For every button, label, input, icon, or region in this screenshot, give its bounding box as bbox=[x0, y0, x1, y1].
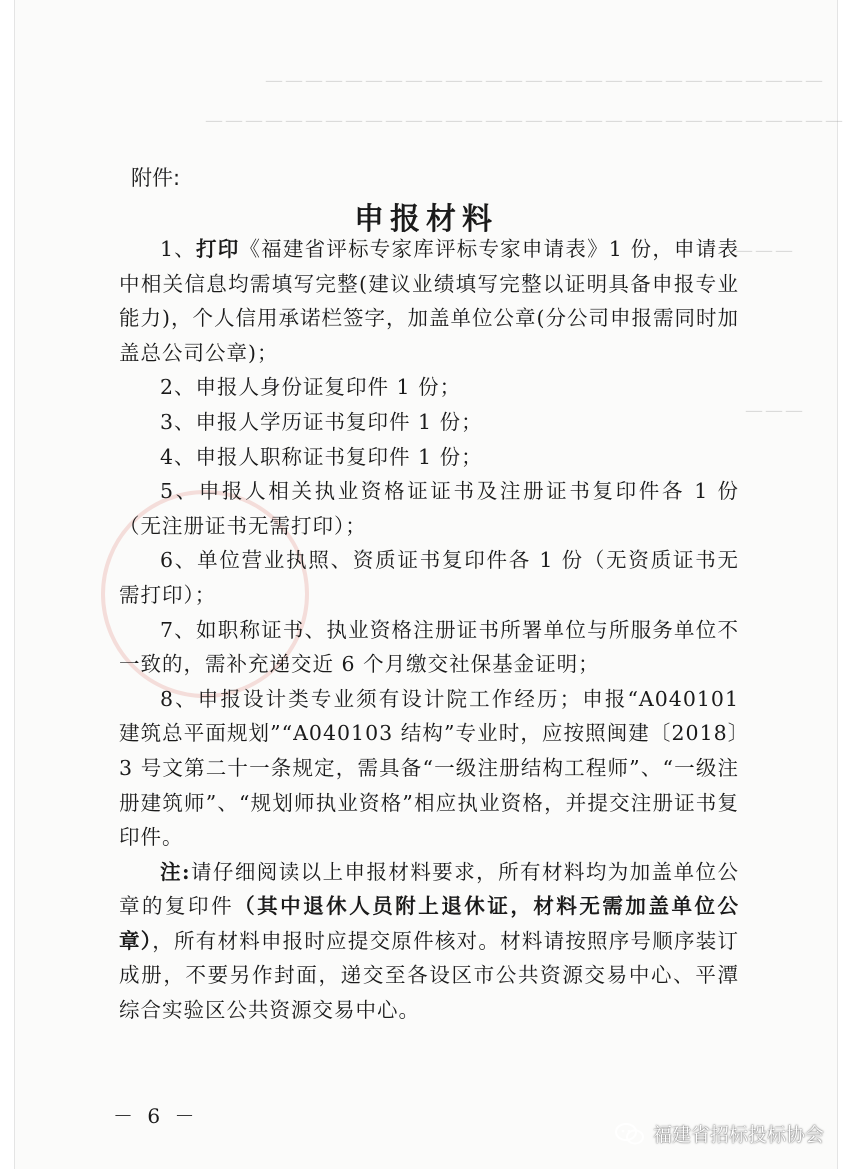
document-page bbox=[14, 0, 845, 1169]
attachment-label: 附件: bbox=[131, 166, 181, 190]
page-number: － 6 － bbox=[113, 1104, 199, 1128]
list-item: 2、申报人身份证复印件 1 份； bbox=[160, 375, 462, 400]
list-item: 8、申报设计类专业须有设计院工作经历；申报“A040101 建筑总平面规划”“A040103 结构”专业时，应按照闽建〔2018〕3 号文第二十一条规定，需具备“一级注册结构工程师”、“一级注册建筑师”、“规划师执业资格”相应执业资格，并提交注册证书复印件。 bbox=[119, 686, 739, 850]
list-item: 3、申报人学历证书复印件 1 份； bbox=[160, 409, 483, 434]
watermark-text: 福建省招标投标协会 bbox=[652, 1124, 824, 1146]
bleed-through-line: ——— bbox=[745, 400, 805, 421]
note-paragraph: 注:请仔细阅读以上申报材料要求，所有材料均为加盖单位公章的复印件（其中退休人员附上退休证，材料无需加盖单位公章），所有材料申报时应提交原件核对。材料请按照序号顺序装订成册，不要另作封面，递交至各设区市公共资源交易中心、平潭综合实验区公共资源交易中心。 bbox=[119, 859, 740, 1023]
list-item: 5、申报人相关执业资格证证书及注册证书复印件各 1 份（无注册证书无需打印）； bbox=[119, 479, 739, 538]
wechat-icon bbox=[615, 1122, 645, 1146]
list-item: 1、打印《福建省评标专家库评标专家申请表》1 份，申请表中相关信息均需填写完整(建议业绩填写完整以证明具备申报专业能力)，个人信用承诺栏签字，加盖单位公章(分公司申报需同时加盖总公司公章)； bbox=[119, 237, 739, 365]
page-title: 申报材料 bbox=[354, 202, 498, 237]
document-body bbox=[119, 232, 739, 1028]
list-item: 6、单位营业执照、资质证书复印件各 1 份（无资质证书无需打印）； bbox=[119, 548, 739, 607]
list-item: 4、申报人职称证书复印件 1 份； bbox=[160, 444, 483, 469]
bleed-through-line: ———————————————————————————————— bbox=[205, 110, 845, 131]
source-watermark bbox=[615, 1120, 824, 1147]
bleed-through-line: ———————————————————————————— bbox=[265, 70, 825, 91]
list-item: 7、如职称证书、执业资格注册证书所署单位与所服务单位不一致的，需补充递交近 6 个月缴交社保基金证明； bbox=[119, 617, 739, 677]
bleed-through-line: ——— bbox=[735, 240, 795, 261]
note-label: 注: bbox=[160, 859, 191, 884]
